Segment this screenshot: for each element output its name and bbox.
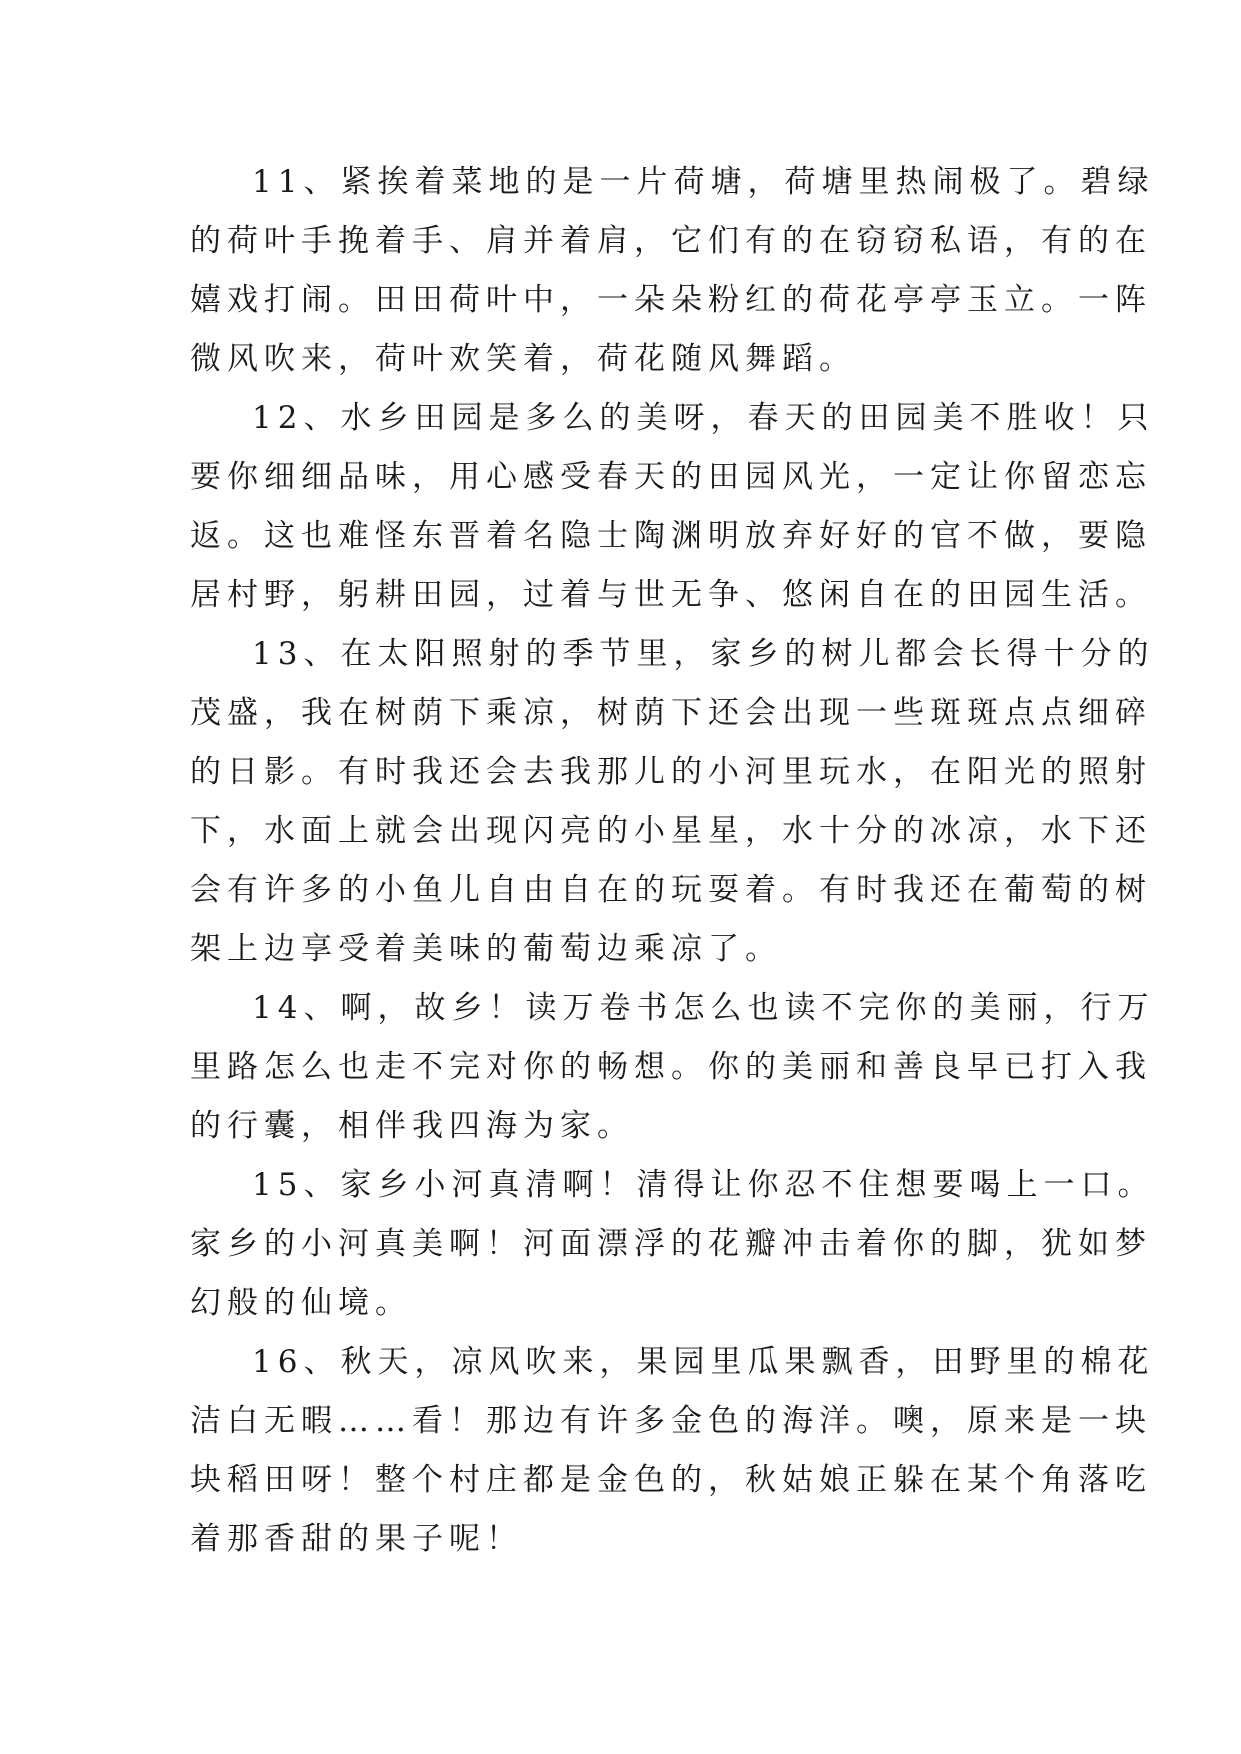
text-line: 着那香甜的果子呢！ bbox=[190, 1521, 523, 1557]
text-line: 12、水乡田园是多么的美呀，春天的田园美不胜收！只 bbox=[252, 400, 1155, 436]
text-line: 茂盛，我在树荫下乘凉，树荫下还会出现一些斑斑点点细碎 bbox=[190, 695, 1152, 731]
text-line: 返。这也难怪东晋着名隐士陶渊明放弃好好的官不做，要隐 bbox=[190, 518, 1152, 554]
text-line: 的荷叶手挽着手、肩并着肩，它们有的在窃窃私语，有的在 bbox=[190, 223, 1152, 259]
text-line: 洁白无暇……看！那边有许多金色的海洋。噢，原来是一块 bbox=[190, 1403, 1152, 1439]
paragraph-14 bbox=[190, 979, 1155, 1156]
paragraph-11 bbox=[190, 153, 1155, 389]
text-line: 架上边享受着美味的葡萄边乘凉了。 bbox=[190, 931, 782, 967]
text-line: 下，水面上就会出现闪亮的小星星，水十分的冰凉，水下还 bbox=[190, 813, 1152, 849]
text-line: 的行囊，相伴我四海为家。 bbox=[190, 1108, 634, 1144]
text-line: 要你细细品味，用心感受春天的田园风光，一定让你留恋忘 bbox=[190, 459, 1152, 495]
text-line: 的日影。有时我还会去我那儿的小河里玩水，在阳光的照射 bbox=[190, 754, 1152, 790]
text-line: 家乡的小河真美啊！河面漂浮的花瓣冲击着你的脚，犹如梦 bbox=[190, 1226, 1152, 1262]
text-line: 里路怎么也走不完对你的畅想。你的美丽和善良早已打入我 bbox=[190, 1049, 1152, 1085]
text-line: 居村野，躬耕田园，过着与世无争、悠闲自在的田园生活。 bbox=[190, 577, 1152, 613]
text-line: 幻般的仙境。 bbox=[190, 1285, 412, 1321]
text-line: 16、秋天，凉风吹来，果园里瓜果飘香，田野里的棉花 bbox=[252, 1344, 1155, 1380]
text-line: 嬉戏打闹。田田荷叶中，一朵朵粉红的荷花亭亭玉立。一阵 bbox=[190, 282, 1152, 318]
text-line: 14、啊，故乡！读万卷书怎么也读不完你的美丽，行万 bbox=[252, 990, 1155, 1026]
text-line: 15、家乡小河真清啊！清得让你忍不住想要喝上一口。 bbox=[252, 1167, 1155, 1203]
text-line: 13、在太阳照射的季节里，家乡的树儿都会长得十分的 bbox=[252, 636, 1155, 672]
text-line: 微风吹来，荷叶欢笑着，荷花随风舞蹈。 bbox=[190, 341, 856, 377]
document-body bbox=[190, 153, 1155, 1569]
paragraph-15 bbox=[190, 1156, 1155, 1333]
paragraph-16 bbox=[190, 1333, 1155, 1569]
paragraph-12 bbox=[190, 389, 1155, 625]
paragraph-13 bbox=[190, 625, 1155, 979]
text-line: 11、紧挨着菜地的是一片荷塘，荷塘里热闹极了。碧绿 bbox=[252, 164, 1155, 200]
text-line: 会有许多的小鱼儿自由自在的玩耍着。有时我还在葡萄的树 bbox=[190, 872, 1152, 908]
text-line: 块稻田呀！整个村庄都是金色的，秋姑娘正躲在某个角落吃 bbox=[190, 1462, 1152, 1498]
